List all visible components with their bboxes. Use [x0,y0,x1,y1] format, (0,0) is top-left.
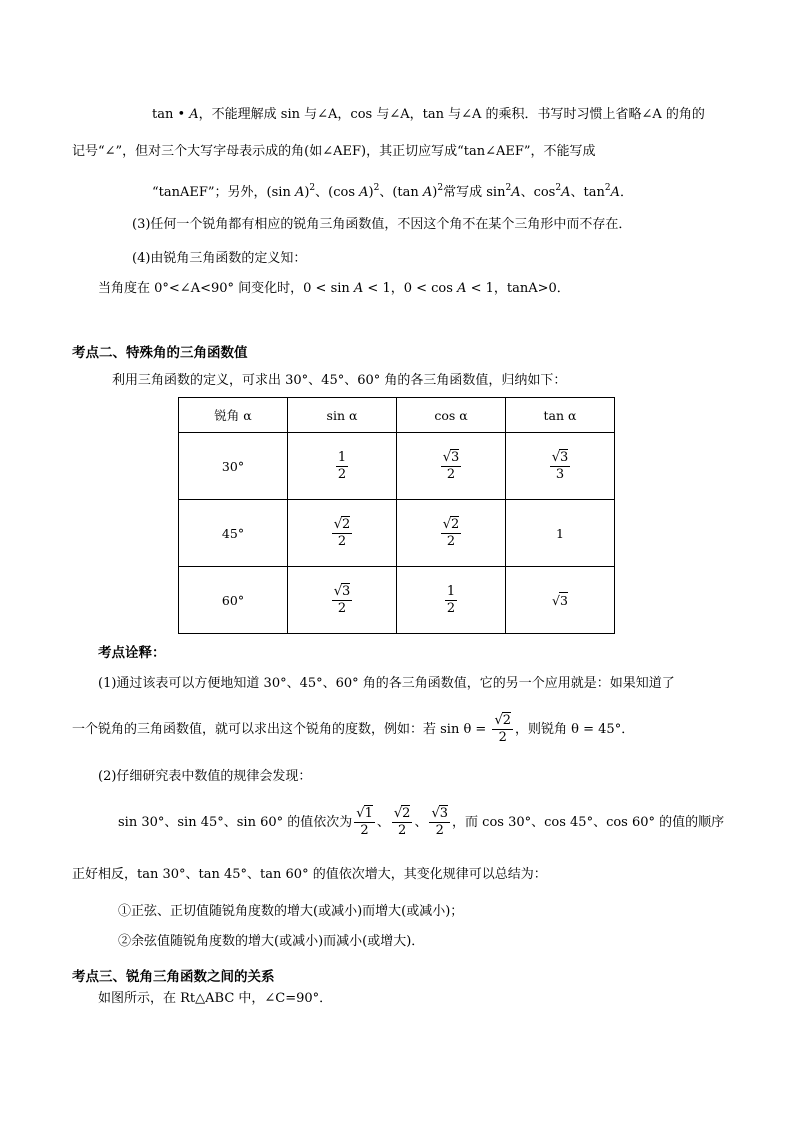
cell-cos: $\frac{1}{2}$ [397,567,506,634]
table-row [179,567,615,634]
table-header-row [179,398,615,433]
explanation-p1-line2: 一个锐角的三角函数值，就可以求出这个锐角的度数，例如：若 sin θ = $\frac{√2}{2}$ ，则锐角 θ = 45°． [72,713,635,745]
cell-angle: 60° [179,567,288,634]
cell-tan: √3 [506,567,615,634]
trig-values-table [178,397,615,634]
note-range: 当角度在 0°<∠A<90° 间变化时，0 < sin A < 1，0 < cos A < 1，tanA>0． [98,281,570,296]
cell-sin: $\frac{√3}{2}$ [288,567,397,634]
note-line-3: “tanAEF”；另外，(sin A)$^2$、(cos A)$^2$、(tan A)$^2$常写成 $\sin^2A$、$\cos^2A$、$\tan^2A$． [152,183,633,200]
cell-angle: 45° [179,500,288,567]
section-3-title: 考点三、锐角三角函数之间的关系 [72,969,275,985]
cell-tan: 1 [506,500,615,567]
cell-tan: $\frac{√3}{3}$ [506,433,615,500]
header-angle: 锐角 α [179,398,288,433]
explanation-p1-line1: (1)通过该表可以方便地知道 30°、45°、60° 角的各三角函数值，它的另一个应用就是：如果知道了 [98,676,675,691]
explanation-p2-line2: sin 30°、sin 45°、sin 60° 的值依次为 $\frac{√1}{2}$ 、 $\frac{√2}{2}$ 、 $\frac{√3}{2}$ ，而 cos 30°、cos 45°、cos 60° 的值的顺序 [118,806,725,838]
note-item-4: (4)由锐角三角函数的定义知： [132,251,307,266]
table-row [179,433,615,500]
section-3-intro: 如图所示，在 Rt△ABC 中，∠C=90°． [98,991,333,1006]
cell-sin: $\frac{√2}{2}$ [288,500,397,567]
section-2-title: 考点二、特殊角的三角函数值 [72,345,248,361]
header-tan: tan α [506,398,615,433]
header-sin: sin α [288,398,397,433]
explanation-title: 考点诠释： [98,645,166,661]
note-line-1: tan • A，不能理解成 sin 与∠A，cos 与∠A，tan 与∠A 的乘积．书写时习惯上省略∠A 的角的 [152,107,705,122]
note-item-3: (3)任何一个锐角都有相应的锐角三角函数值，不因这个角不在某个三角形中而不存在． [132,217,632,232]
section-2-intro: 利用三角函数的定义，可求出 30°、45°、60° 角的各三角函数值，归纳如下： [112,373,567,388]
cell-cos: $\frac{√3}{2}$ [397,433,506,500]
note-line-2: 记号“∠”，但对三个大写字母表示成的角(如∠AEF)，其正切应写成“tan∠AEF”，不能写成 [72,144,596,159]
explanation-p2-line3: 正好相反，tan 30°、tan 45°、tan 60° 的值依次增大，其变化规律可以总结为： [72,867,547,882]
header-cos: cos α [397,398,506,433]
table-row [179,500,615,567]
explanation-rule-1: ①正弦、正切值随锐角度数的增大(或减小)而增大(或减小)； [118,904,464,919]
cell-sin: $\frac{1}{2}$ [288,433,397,500]
cell-angle: 30° [179,433,288,500]
cell-cos: $\frac{√2}{2}$ [397,500,506,567]
explanation-p2-intro: (2)仔细研究表中数值的规律会发现： [98,769,312,784]
explanation-rule-2: ②余弦值随锐角度数的增大(或减小)而减小(或增大)． [118,934,425,949]
